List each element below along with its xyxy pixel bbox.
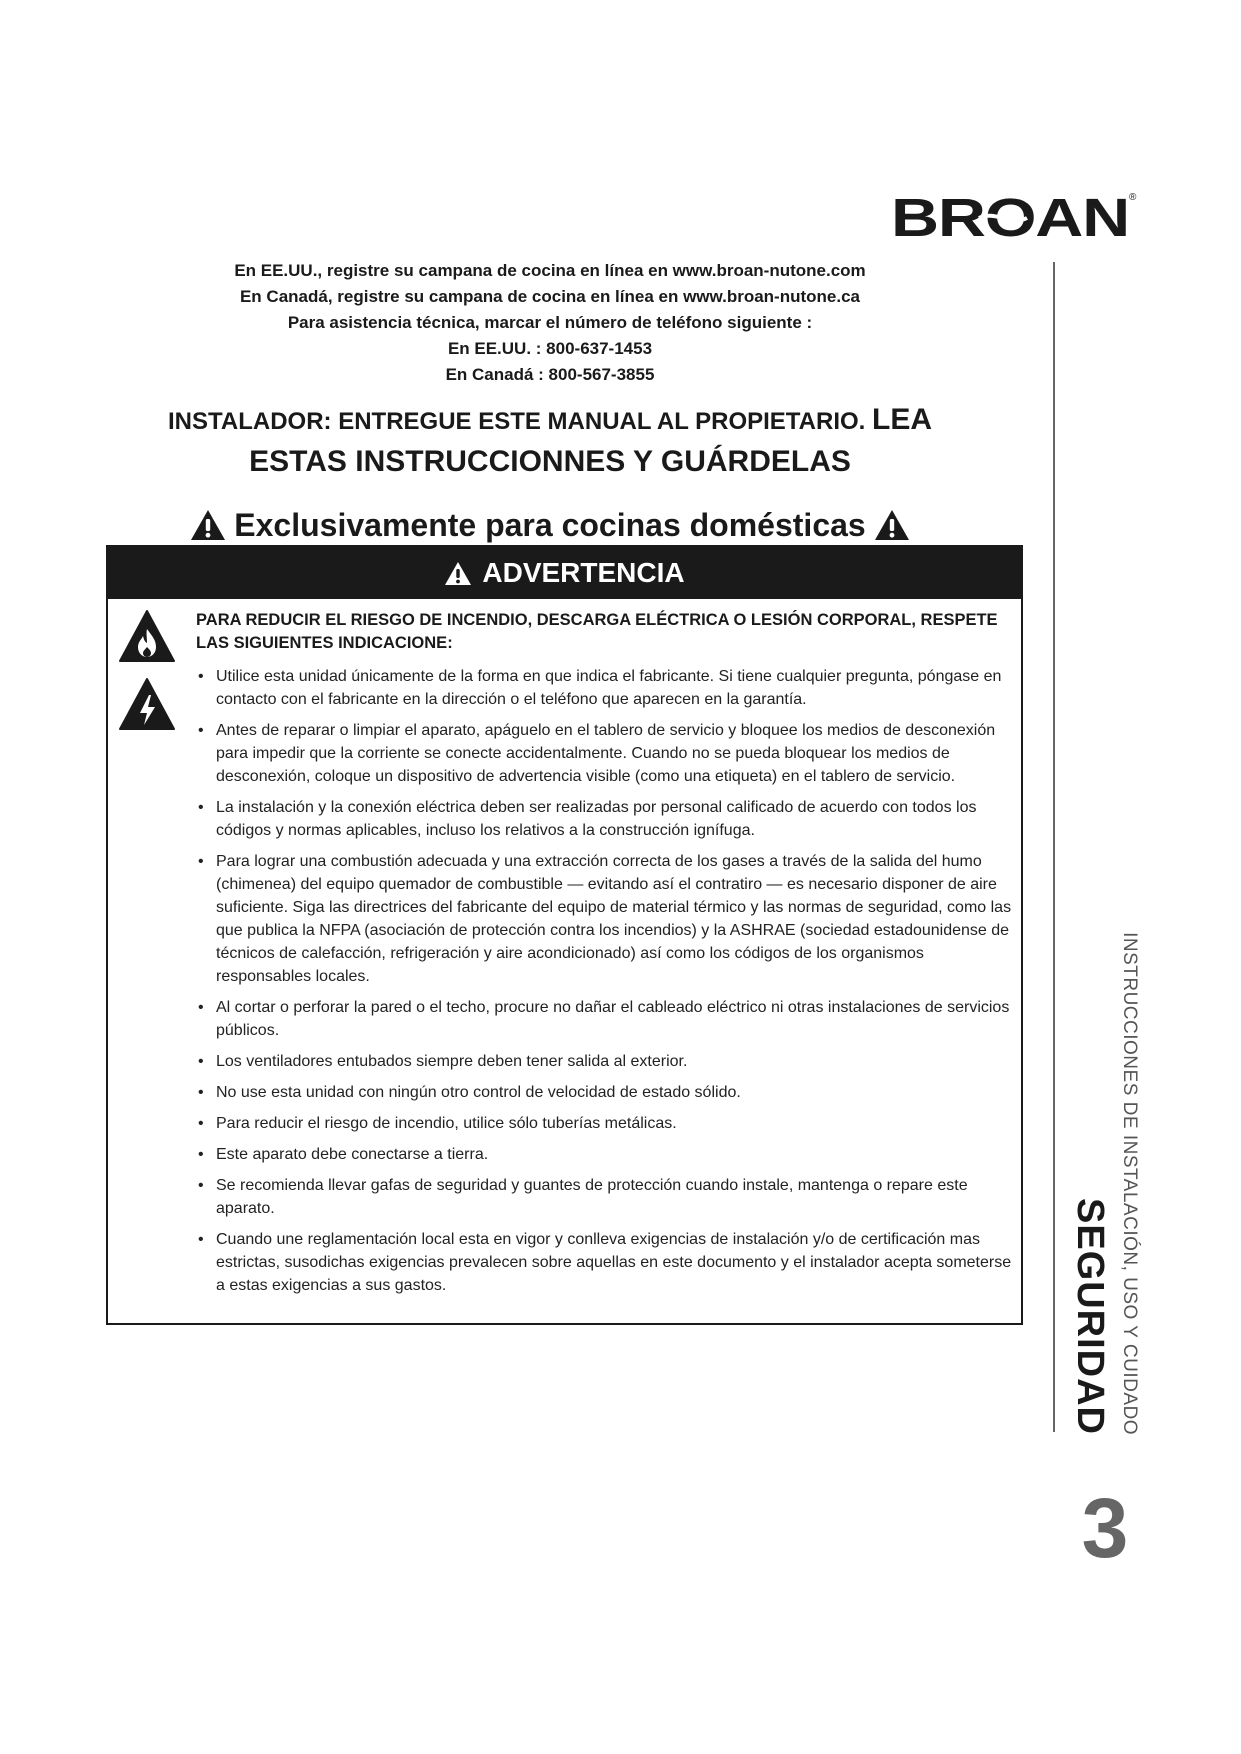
fire-hazard-icon <box>118 609 176 663</box>
installer-notice <box>100 400 1000 482</box>
electric-shock-icon <box>118 677 176 731</box>
warning-triangle-icon <box>444 561 472 586</box>
installer-line1: INSTALADOR: ENTREGUE ESTE MANUAL AL PROPIETARIO. <box>167 408 873 435</box>
list-item: • La instalación y la conexión eléctrica deben ser realizadas por personal calificado de acuerdo con todos los códigos y normas aplicables, incluso los relativos a la construcción ignífuga. <box>196 796 1016 842</box>
registered-mark: ® <box>1129 192 1137 203</box>
list-item: • Los ventiladores entubados siempre deben tener salida al exterior. <box>196 1050 1016 1073</box>
list-item: • Al cortar o perforar la pared o el techo, procure no dañar el cableado eléctrico ni otras instalaciones de servicios públicos. <box>196 996 1016 1042</box>
list-item: • Se recomienda llevar gafas de seguridad y guantes de protección cuando instale, mantenga o repare este aparato. <box>196 1174 1016 1220</box>
installer-line1-emph: LEA <box>872 403 933 436</box>
warning-title: ADVERTENCIA <box>482 557 685 588</box>
list-item: • Para reducir el riesgo de incendio, utilice sólo tuberías metálicas. <box>196 1112 1016 1135</box>
registration-info <box>100 258 1000 388</box>
logo-wordmark: BROAN <box>891 188 1129 244</box>
warning-body <box>196 609 1016 1305</box>
broan-logo <box>891 188 1139 244</box>
reg-line-canada: En Canadá, registre su campana de cocina en línea en www.broan-nutone.ca <box>239 287 861 306</box>
section-label <box>1069 932 1140 1435</box>
warning-title-bar <box>108 547 1021 599</box>
list-item: • Cuando une reglamentación local esta en vigor y conlleva exigencias de instalación y/o de certificación mas estrictas, susodichas exigencias prevalecen sobre aquellas en este documento y el instalador acepta someterse a estas exigencias a sus gastos. <box>196 1228 1016 1297</box>
page-number: 3 <box>1081 1481 1129 1575</box>
installer-line2: ESTAS INSTRUCCIONNES Y GUÁRDELAS <box>249 445 851 478</box>
warning-list <box>196 665 1016 1297</box>
list-item: • Para lograr una combustión adecuada y una extracción correcta de los gases a través de la salida del humo (chimenea) del equipo quemador de combustible — evitando así el contratiro — es necesario disponer de aire suficiente. Siga las directrices del fabricante del equipo de material térmico y las normas de seguridad, como las que publica la NFPA (asociación de protección contra los incendios) y la ASHRAE (sociedad estadounidense de técnicos de calefacción, refrigeración y aire acondicionado) así como los códigos de los organismos responsables locales. <box>196 850 1016 988</box>
warning-triangle-icon <box>190 509 226 541</box>
section-subtitle: INSTRUCCIONES DE INSTALACIÓN, USO Y CUIDADO <box>1119 932 1140 1435</box>
warning-heading: PARA REDUCIR EL RIESGO DE INCENDIO, DESCARGA ELÉCTRICA O LESIÓN CORPORAL, RESPETE LAS SIGUIENTES INDICACIONE: <box>196 611 998 652</box>
reg-phone-us: En EE.UU. : 800-637-1453 <box>447 339 653 358</box>
list-item: • Antes de reparar o limpiar el aparato, apáguelo en el tablero de servicio y bloquee los medios de desconexión para impedir que la corriente se conecte accidentalmente. Cuando no se pueda bloquear los medios de desconexión, coloque un dispositivo de advertencia visible (como una etiqueta) en el tablero de servicio. <box>196 719 1016 788</box>
reg-phone-canada: En Canadá : 800-567-3855 <box>445 365 655 384</box>
list-item: • Este aparato debe conectarse a tierra. <box>196 1143 1016 1166</box>
warning-box <box>106 545 1023 1325</box>
list-item: • No use esta unidad con ningún otro control de velocidad de estado sólido. <box>196 1081 1016 1104</box>
exclusive-text: Exclusivamente para cocinas domésticas <box>234 506 866 543</box>
section-divider <box>1053 262 1055 1432</box>
reg-line-us: En EE.UU., registre su campana de cocina en línea en www.broan-nutone.com <box>234 261 866 280</box>
section-title: SEGURIDAD <box>1069 1197 1111 1435</box>
reg-line-support: Para asistencia técnica, marcar el número de teléfono siguiente : <box>287 313 813 332</box>
list-item: • Utilice esta unidad únicamente de la forma en que indica el fabricante. Si tiene cualquier pregunta, póngase en contacto con el fabricante en la dirección o el teléfono que aparecen en la garantía. <box>196 665 1016 711</box>
warning-triangle-icon <box>874 509 910 541</box>
exclusive-notice <box>100 500 1000 550</box>
